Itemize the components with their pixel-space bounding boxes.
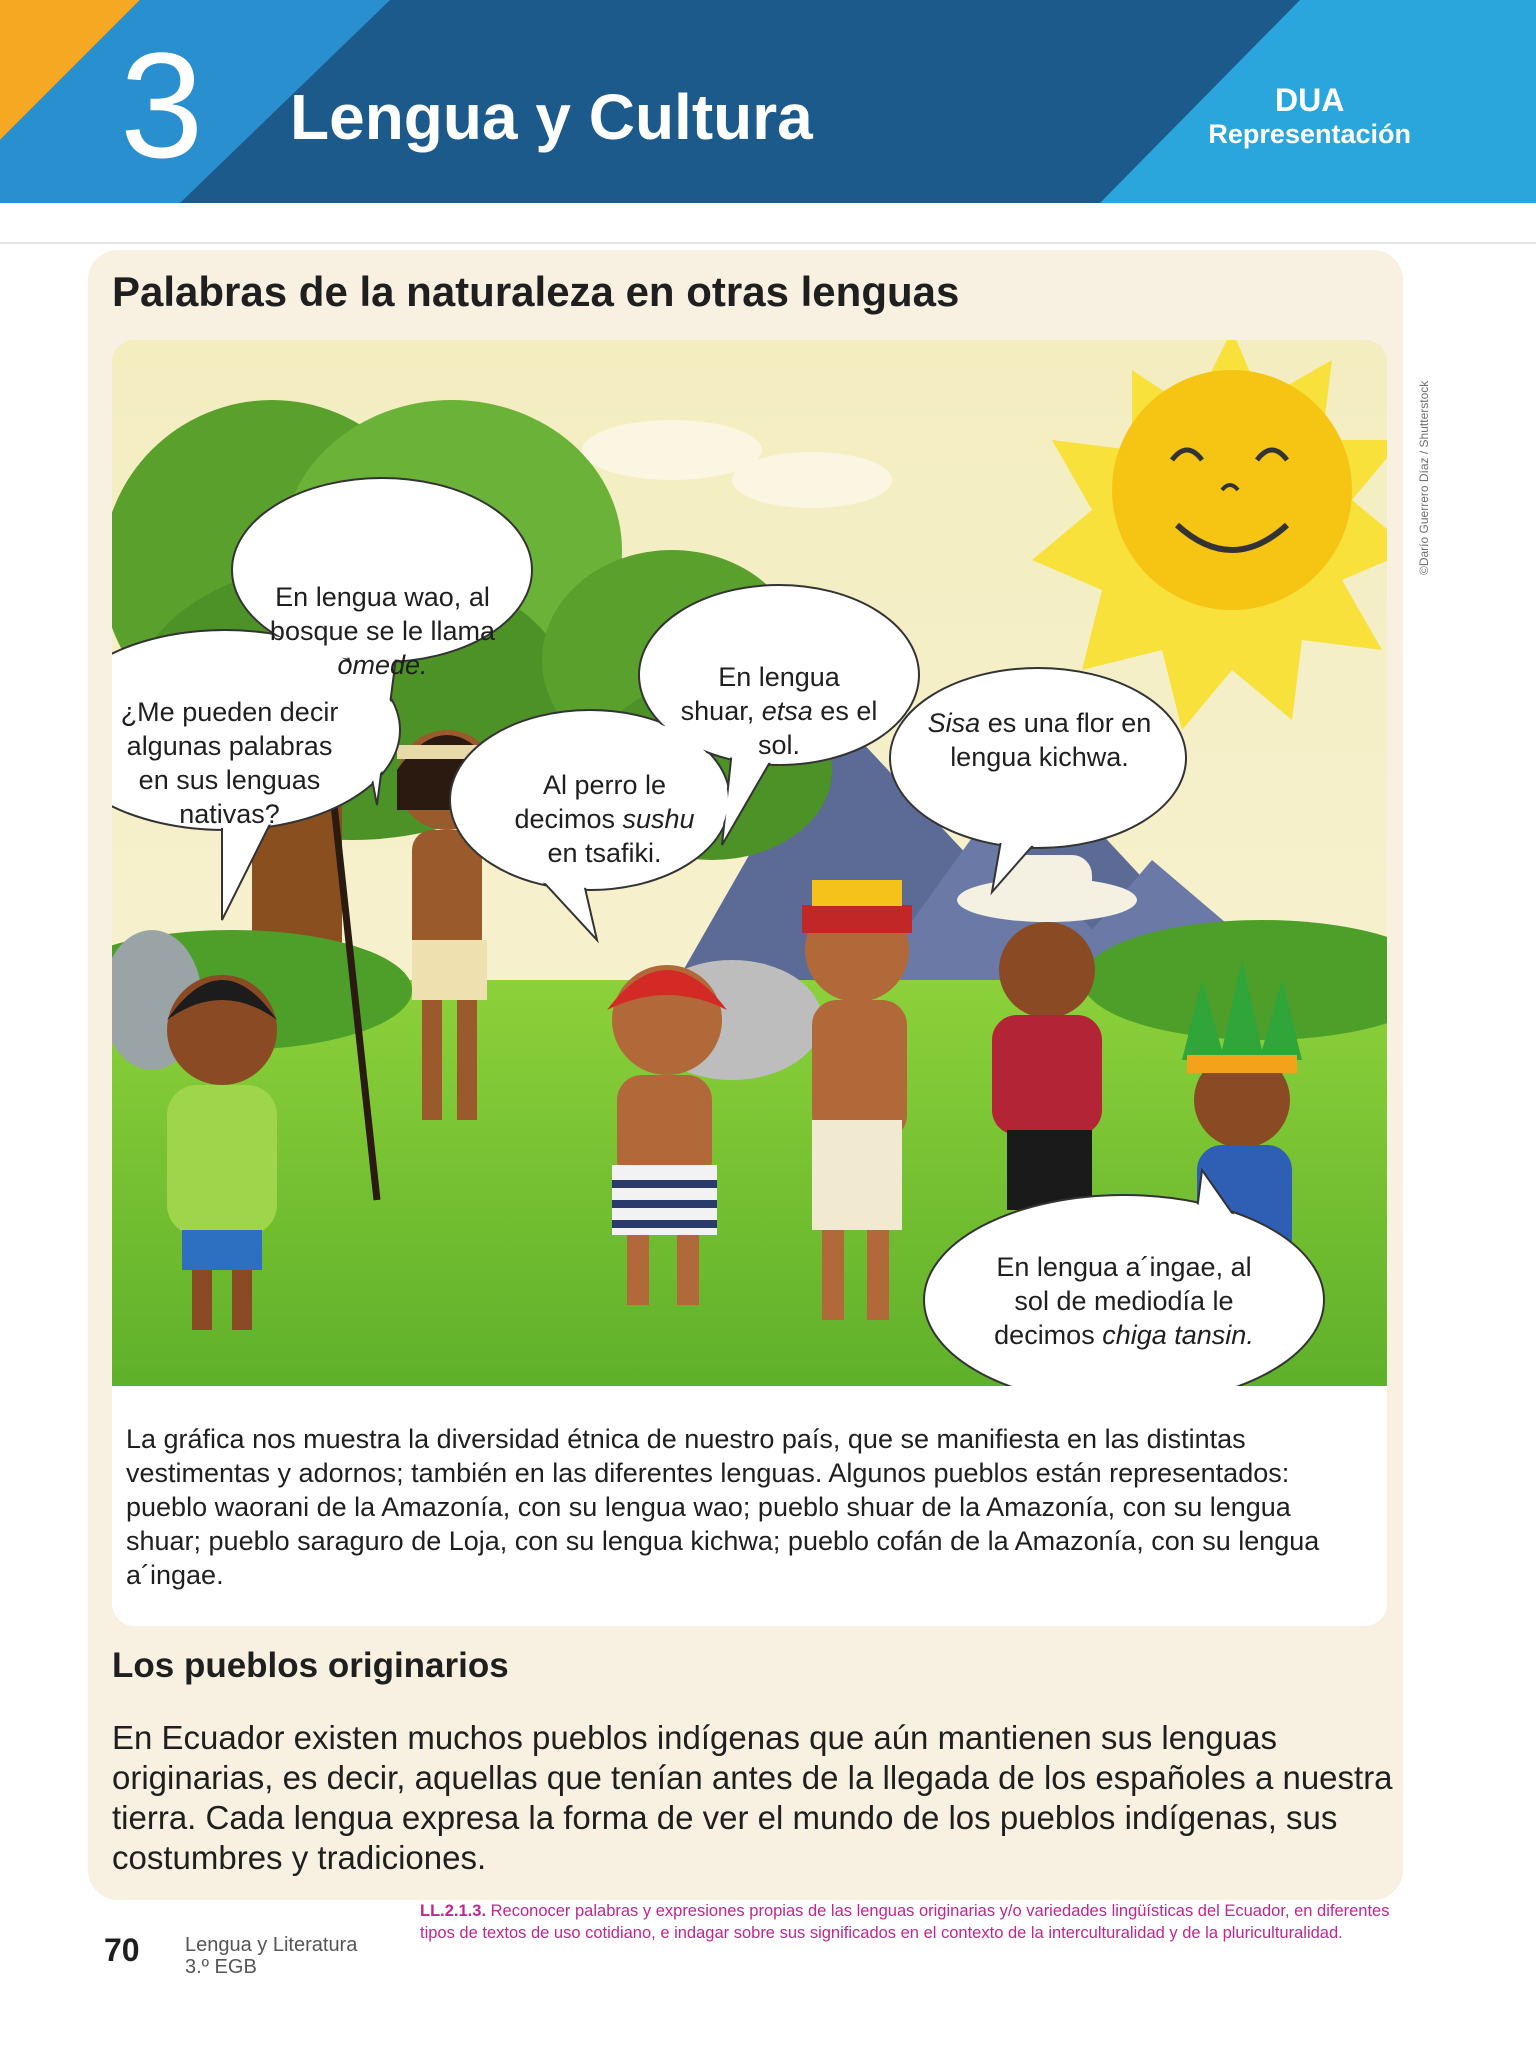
bubble-2-text: En lengua wao, al bosque se le llama [269,582,496,646]
bubble-6-text: En lengua a´ingae, al sol de mediodía le decimos [994,1252,1252,1350]
subsection-text: En Ecuador existen muchos pueblos indígenas que aún mantienen sus lenguas originarias, es decir, aquellas que tenían antes de la llegada de los españoles a nuestra tierra. Cada lengua expresa la forma de ver el mundo de los pueblos indígenas, sus costumbres y tradiciones. [112,1719,1393,1876]
speech-bubble-tsafiki [502,768,707,870]
bubble-6-word: chiga tansin. [1102,1320,1254,1350]
page-number: 70 [104,1932,140,1968]
bubble-3-text-end: en tsafiki. [547,838,662,868]
skill-standard [420,1900,1400,1944]
speech-bubble-shuar [679,660,879,762]
dua-sublabel: Representación [1208,119,1411,149]
book-info [185,1934,357,1978]
illustration-caption: La gráfica nos muestra la diversidad étnica de nuestro país, que se manifiesta en las distintas vestimentas y adornos; también en las diferentes lenguas. Algunos pueblos están representados: pueblo waorani de la Amazonía, con su lengua wao; pueblo shuar de la Amazonía, con su lengua shuar; pueblo saraguro de Loja, con su lengua kichwa; pueblo cofán de la Amazonía, con su lengua a´ingae. [126,1424,1320,1590]
header-divider [0,242,1536,244]
chapter-title: Lengua y Cultura [290,81,813,153]
bubble-3-word: sushu [622,804,695,834]
bubble-4-word: etsa [761,696,813,726]
bubble-5-text: es una flor en lengua kichwa. [950,708,1152,772]
bubble-4-text: En lengua shuar, [680,662,840,726]
bubble-2-word: omede. [337,650,428,680]
bubble-1-text: ¿Me pueden decir algunas palabras en sus lenguas nativas? [120,697,339,829]
bubble-4-text-end: es el sol. [757,696,878,760]
section-title: Palabras de la naturaleza en otras lenguas [112,268,960,315]
book-grade: 3.º EGB [185,1956,257,1978]
speech-bubble-teacher [112,695,347,831]
skill-code: LL.2.1.3. [420,1902,487,1920]
illustration-scene [112,340,1387,1386]
dua-badge [1208,82,1411,150]
bubble-5-word: Sisa [927,708,981,738]
photo-credit [1395,345,1431,575]
book-subject: Lengua y Literatura [185,1934,358,1956]
subsection-title: Los pueblos originarios [112,1646,509,1685]
photo-credit-text: ©Darío Guerrero Díaz / Shutterstock [1417,380,1431,575]
chapter-number: 3 [120,21,204,189]
illustration [112,340,1387,1386]
dua-label: DUA [1275,82,1345,118]
bubble-3-text: Al perro le decimos [514,770,667,834]
skill-description: Reconocer palabras y expresiones propias de las lenguas originarias y/o variedades lingüísticas del Ecuador, en diferentes tipos de textos de uso cotidiano, e indagar sobre sus significados en el contexto de la interculturalidad y de la pluriculturalidad. [420,1902,1390,1942]
speech-bubble-kichwa [927,706,1152,774]
speech-bubble-wao [265,580,500,682]
chapter-banner [0,0,1536,203]
speech-bubble-aingae [984,1250,1264,1352]
